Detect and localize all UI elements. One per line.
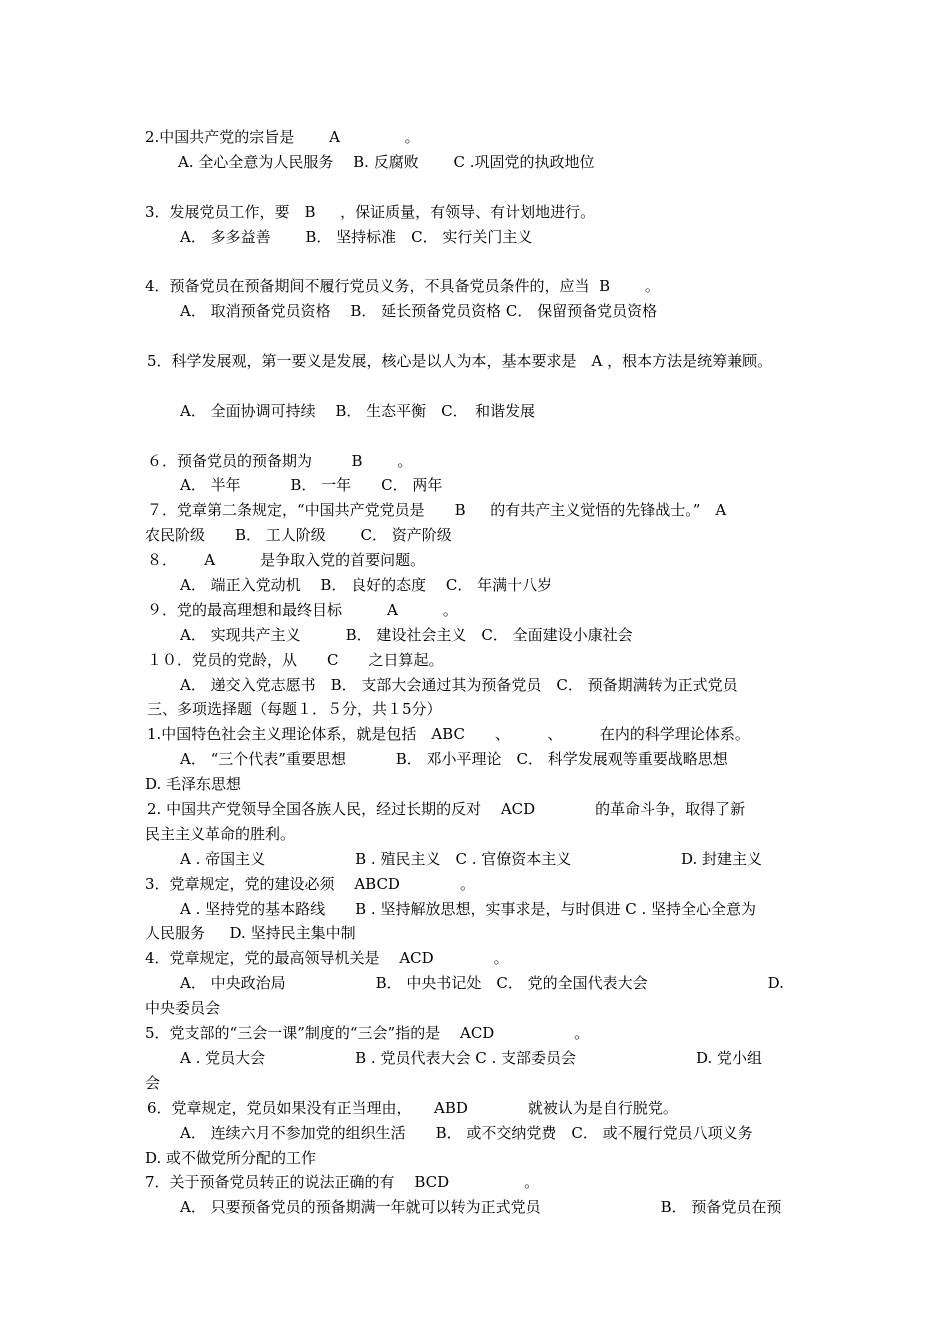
mc-question-6-options: A． 连续六月不参加党的组织生活 B． 或不交纳党费 C． 或不履行党员八项义务	[180, 1124, 753, 1142]
question-3-options: A． 多多益善 B． 坚持标准 C． 实行关门主义	[180, 228, 533, 246]
mc-question-3-options: A . 坚持党的基本路线 B . 坚持解放思想，实事求是，与时俱进 C . 坚持全心全意为	[180, 900, 757, 918]
question-10-options: A． 递交入党志愿书 B． 支部大会通过其为预备党员 C． 预备期满转为正式党员	[180, 676, 738, 694]
mc-question-4-options-cont: 中央委员会	[145, 999, 221, 1017]
question-6-line: ６．预备党员的预备期为 B 。	[147, 452, 413, 470]
mc-question-2-line-cont: 民主主义革命的胜利。	[145, 825, 296, 843]
question-2-options: A. 全心全意为人民服务 B. 反腐败 C .巩固党的执政地位	[178, 153, 595, 171]
question-3-line: 3．发展党员工作，要 B ，保证质量，有领导、有计划地进行。	[145, 203, 596, 221]
question-6-options: A． 半年 B． 一年 C． 两年	[180, 476, 443, 494]
mc-question-3-options-cont: 人民服务 D. 坚持民主集中制	[145, 924, 356, 942]
question-2-line: 2.中国共产党的宗旨是 A 。	[145, 128, 420, 146]
mc-question-1-line: 1.中国特色社会主义理论体系，就是包括 ABC 、 、 在内的科学理论体系。	[147, 725, 750, 743]
mc-question-1-options-cont: D. 毛泽东思想	[145, 775, 242, 793]
mc-question-5-options: A . 党员大会 B . 党员代表大会 C . 支部委员会 D. 党小组	[180, 1049, 763, 1067]
question-9-options: A． 实现共产主义 B． 建设社会主义 C． 全面建设小康社会	[180, 626, 633, 644]
mc-question-5-options-cont: 会	[145, 1074, 161, 1092]
question-4-options: A． 取消预备党员资格 B． 延长预备党员资格 C． 保留预备党员资格	[180, 302, 658, 320]
mc-question-4-line: 4．党章规定，党的最高领导机关是 ACD 。	[145, 949, 509, 967]
mc-question-6-options-cont: D. 或不做党所分配的工作	[145, 1149, 317, 1167]
mc-question-7-options: A． 只要预备党员的预备期满一年就可以转为正式党员 B． 预备党员在预	[180, 1198, 782, 1216]
mc-question-6-line: 6．党章规定，党员如果没有正当理由， ABD 就被认为是自行脱党。	[147, 1099, 678, 1117]
question-7-line: ７．党章第二条规定，“中国共产党党员是 B 的有共产主义觉悟的先锋战士。” A	[147, 501, 727, 519]
mc-question-2-options: A . 帝国主义 B . 殖民主义 C . 官僚资本主义 D. 封建主义	[180, 850, 763, 868]
question-8-line: ８． A 是争取入党的首要问题。	[147, 551, 426, 569]
question-7-options: 农民阶级 B． 工人阶级 C． 资产阶级	[145, 526, 452, 544]
question-8-options: A． 端正入党动机 B． 良好的态度 C． 年满十八岁	[180, 576, 553, 594]
mc-question-1-options: A． “三个代表”重要思想 B． 邓小平理论 C． 科学发展观等重要战略思想	[180, 750, 728, 768]
mc-question-5-line: 5．党支部的“三会一课”制度的“三会”指的是 ACD 。	[145, 1024, 590, 1042]
question-4-line: 4．预备党员在预备期间不履行党员义务，不具备党员条件的，应当 B 。	[145, 277, 660, 295]
question-10-line: １０．党员的党龄，从 C 之日算起。	[147, 651, 444, 669]
question-5-line: 5．科学发展观，第一要义是发展，核心是以人为本，基本要求是 A ，根本方法是统筹兼顾。	[147, 352, 773, 370]
mc-question-2-line: 2. 中国共产党领导全国各族人民，经过长期的反对 ACD 的革命斗争，取得了新	[147, 800, 746, 818]
mc-question-7-line: 7．关于预备党员转正的说法正确的有 BCD 。	[145, 1173, 540, 1191]
mc-question-4-options: A． 中央政治局 B． 中央书记处 C． 党的全国代表大会 D.	[180, 974, 784, 992]
question-5-options: A． 全面协调可持续 B． 生态平衡 C． 和谐发展	[180, 402, 536, 420]
mc-question-3-line: 3．党章规定，党的建设必须 ABCD 。	[145, 875, 475, 893]
question-9-line: ９．党的最高理想和最终目标 A 。	[147, 601, 458, 619]
section-heading-multiple-choice: 三、多项选择题（每题１．５分，共１5分）	[147, 700, 442, 718]
